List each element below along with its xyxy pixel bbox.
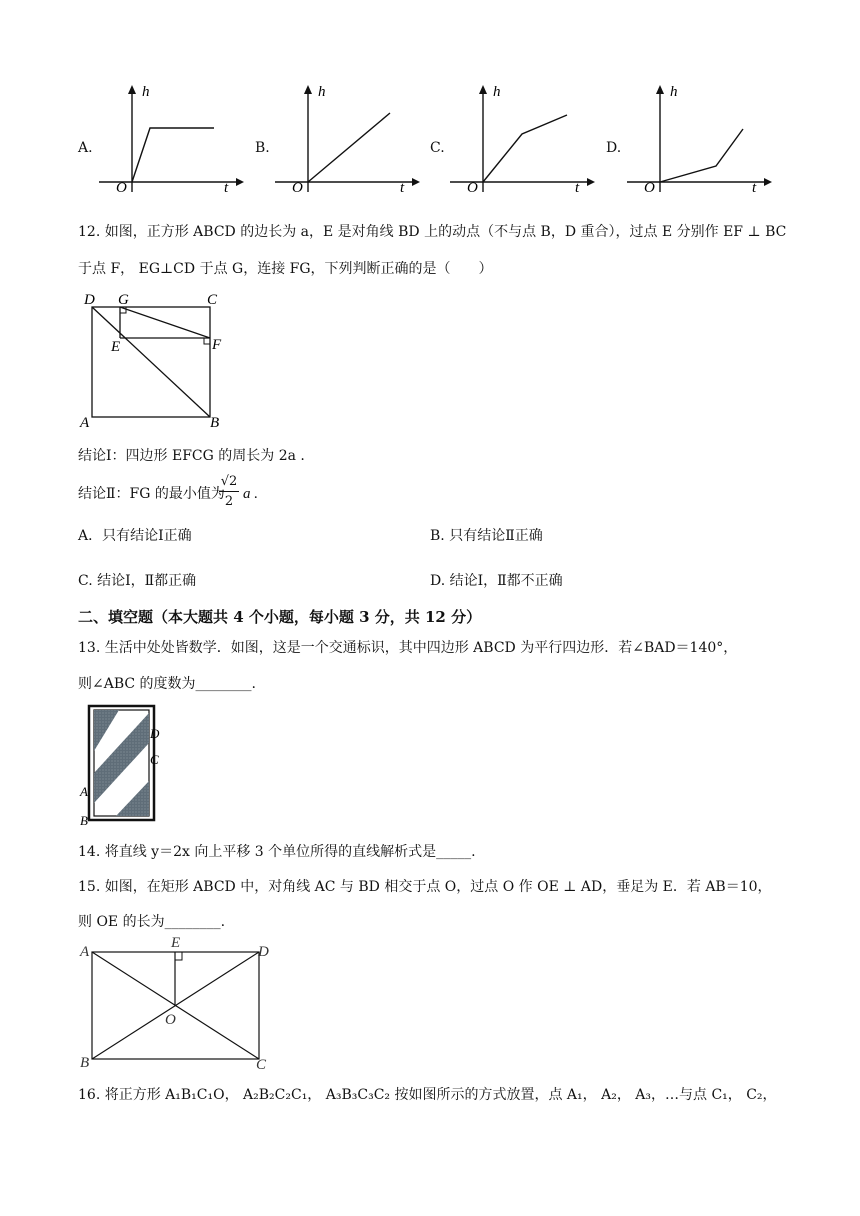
graph-d (624, 80, 774, 195)
svg-text:B: B (210, 415, 220, 430)
q12-choice-d: D. 结论Ⅰ，Ⅱ都不正确 (430, 573, 563, 589)
q13-line1: 13. 生活中处处皆数学．如图，这是一个交通标识，其中四边形 ABCD 为平行四边形．若∠BAD＝140°， (78, 640, 738, 656)
svg-text:A: A (80, 944, 90, 960)
q12-stem-line1: 12. 如图，正方形 ABCD 的边长为 a，E 是对角线 BD 上的动点（不与点 B，D 重合），过点 E 分别作 EF ⊥ BC (78, 224, 787, 240)
fraction-bar (219, 491, 239, 492)
q14-line1: 14. 将直线 y＝2x 向上平移 3 个单位所得的直线解析式是_____. (78, 844, 476, 860)
q15-line2: 则 OE 的长为________. (78, 914, 226, 930)
svg-text:t: t (752, 180, 757, 195)
svg-text:O: O (292, 180, 303, 195)
svg-text:A: A (80, 784, 88, 799)
svg-text:O: O (467, 180, 478, 195)
svg-text:B: B (80, 813, 88, 828)
svg-text:D: D (258, 944, 269, 960)
svg-text:t: t (575, 180, 580, 195)
svg-text:h: h (493, 84, 501, 100)
q12-conclusion-2-suffix: a . (243, 486, 258, 502)
q12-conclusion-2: 结论Ⅱ：FG 的最小值为 (78, 486, 225, 502)
svg-text:E: E (111, 339, 121, 355)
svg-text:B: B (80, 1055, 90, 1071)
svg-text:D: D (150, 726, 160, 741)
q12-conclusion-1: 结论Ⅰ：四边形 EFCG 的周长为 2a . (78, 448, 305, 464)
svg-text:A: A (80, 415, 90, 430)
q12-choice-a: A．只有结论Ⅰ正确 (78, 528, 192, 544)
svg-text:E: E (171, 935, 181, 951)
fraction-numerator: √2 (220, 474, 238, 489)
svg-text:G: G (118, 292, 129, 308)
q16-line1: 16. 将正方形 A₁B₁C₁O， A₂B₂C₂C₁， A₃B₃C₃C₂ 按如图所示的方式放置，点 A₁， A₂， A₃，…与点 C₁， C₂， (78, 1087, 777, 1103)
svg-text:h: h (670, 84, 678, 100)
fraction-denominator: 2 (224, 494, 234, 509)
q13-line2: 则∠ABC 的度数为________. (78, 676, 257, 692)
option-b-label: B. (255, 140, 270, 156)
option-d-label: D. (606, 140, 622, 156)
svg-text:t: t (400, 180, 405, 195)
section-2-title: 二、填空题（本大题共 4 个小题，每小题 3 分，共 12 分） (78, 608, 482, 626)
svg-text:h: h (318, 84, 326, 100)
axis-h-label: h (142, 84, 150, 100)
svg-text:D: D (84, 292, 95, 308)
graph-a (96, 80, 246, 195)
svg-text:F: F (212, 337, 222, 353)
option-a-label: A. (78, 140, 93, 156)
q12-choice-b: B. 只有结论Ⅱ正确 (430, 528, 543, 544)
svg-text:C: C (207, 292, 218, 308)
q15-line1: 15. 如图，在矩形 ABCD 中，对角线 AC 与 BD 相交于点 O，过点 O 作 OE ⊥ AD，垂足为 E．若 AB＝10， (78, 879, 772, 895)
graph-c (447, 80, 597, 195)
q12-square-figure (78, 288, 238, 430)
q15-rectangle-figure (78, 934, 278, 1074)
option-c-label: C. (430, 140, 445, 156)
q12-choice-c: C. 结论Ⅰ，Ⅱ都正确 (78, 573, 197, 589)
svg-text:O: O (165, 1012, 176, 1028)
svg-text:O: O (644, 180, 655, 195)
q12-stem-line2: 于点 F， EG⊥CD 于点 G，连接 FG，下列判断正确的是（ ） (78, 261, 493, 277)
q13-traffic-sign-figure (78, 703, 173, 829)
axis-t-label: t (224, 180, 229, 195)
svg-text:C: C (150, 752, 159, 767)
graph-b (272, 80, 422, 195)
svg-text:C: C (256, 1057, 267, 1073)
origin-label: O (116, 180, 127, 195)
